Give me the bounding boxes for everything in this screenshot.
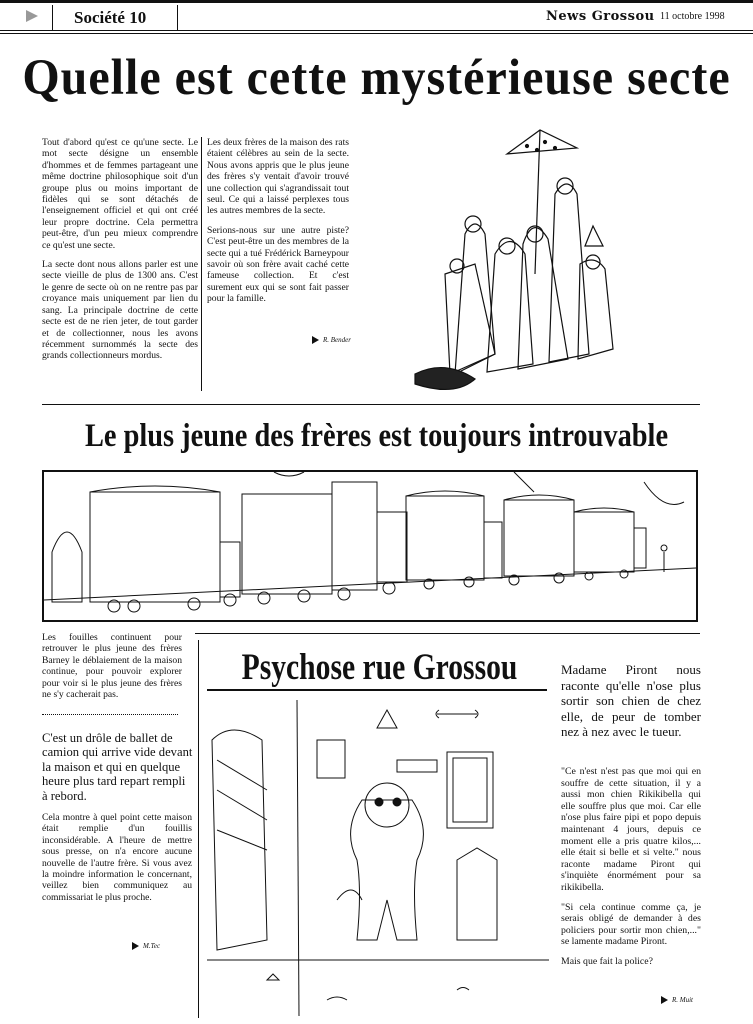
psychose-illustration [207,700,549,1016]
header-rule [0,30,753,31]
section-rule-2 [195,633,700,634]
paragraph: Les deux frères de la maison des rats étaient célèbres au sein de la secte. Nous avons appris que le plus jeune des frères s'y ventait d'avoir trouvé une collection qui s'agrandissait tout seul. Ce qui a laissé perplexes tous les autres membres de la secte. [207,137,349,217]
section-rule [42,404,700,405]
byline-text: M.Tec [143,942,161,950]
headline-underline [207,689,547,691]
issue-date: 11 octobre 1998 [660,11,725,22]
paragraph: Mais que fait la police? [561,955,653,967]
paragraph: "Si cela continue comme ça, je serais obligé de demander à des policiers pour sortir mon chien,..." se lamente madame Piront. [561,901,701,948]
headline-secte: Quelle est cette mystérieuse secte [22,49,731,106]
paragraph: Tout d'abord qu'est ce qu'une secte. Le mot secte désigne un ensemble d'hommes et de femmes partageant une même doctrine philosophique soit d'un groupe plus ou moins important de fidèles qui se sont détachés de l'enseignement officiel et qui ont créé leur propre doctrine. Cela permettra peut-être, d'un peu mieux comprendre ce qu'est une secte. [42,137,198,251]
triangle-icon [312,336,319,344]
play-arrow-icon [26,10,38,22]
byline [312,336,351,344]
article2-body: Cela montre à quel point cette maison était remplie d'un fouillis inconsidérable. A l'heure de mettre sous presse, on n'a encore aucune nouvelle de l'autre frère. Si vous avez la moindre information le concernant, veillez bien communiquez au commissariat le plus proche. [42,812,192,903]
sect-illustration [395,124,640,400]
headline-psychose: Psychose rue Grossou [241,647,518,688]
section-label: Société 10 [74,8,147,27]
byline-text: R. Muit [672,996,693,1004]
dotted-separator [42,714,178,715]
article3-intro: Madame Piront nous raconte qu'elle n'ose plus sortir son chien de chez elle, de peur de tomber nez à nez avec le tueur. [561,662,701,740]
article2-col: Les fouilles continuent pour retrouver le plus jeune des frères Barney le déblaiement de la maison continue, pour pouvoir explorer pour voir si le plus jeune des frères ne s'y cacherait pas. [42,632,182,701]
paragraph: La secte dont nous allons parler est une secte vieille de plus de 1300 ans. C'est le genre de secte où on ne rentre pas par croyance mais uniquement par lien du sang. La principale doctrine de cette secte est de ne rien jeter, de tout garder et de collectionner, nous les avons récemment surnommés la secte des grands collectionneurs mordus. [42,259,198,362]
top-rule [0,0,753,3]
article2-lede: C'est un drôle de ballet de camion qui arrive vide devant la maison et qui en quelque heure plus tard repart rempli à rebord. [42,731,193,803]
trucks-illustration [42,470,698,622]
paragraph: Serions-nous sur une autre piste? C'est peut-être un des membres de la secte qui a tué Frédérick Barneypour savoir où son frère avait caché cette fameuse collection. Et c'est surement eux qui se sont fait passer pour la famille. [207,224,349,305]
byline [661,996,693,1004]
byline-text: R. Bender [323,336,351,344]
paragraph: "Ce n'est n'est pas que moi qui en souffre de cette situation, il y a aussi mon chien Rikikibella qui elle souffre plus que moi. Car elle n'ose plus faire pipi et popo depuis maintenant 4 jours, depuis ce moment elle a pris quatre kilos,... elle était si belle et si velte." nous raconte madame Piront qui s'inquiète énormément pour sa rikikibella. [561,766,701,893]
header-rule-2 [0,33,753,34]
publication-name: News Grossou [546,9,655,24]
article1-col1 [42,137,198,370]
triangle-icon [661,996,668,1004]
triangle-icon [132,942,139,950]
column-rule [201,137,202,391]
headline-introuvable: Le plus jeune des frères est toujours introuvable [84,418,669,454]
article1-col2 [207,137,349,313]
article3-quotes [561,766,701,976]
byline [132,942,160,950]
column-rule [198,640,199,1018]
